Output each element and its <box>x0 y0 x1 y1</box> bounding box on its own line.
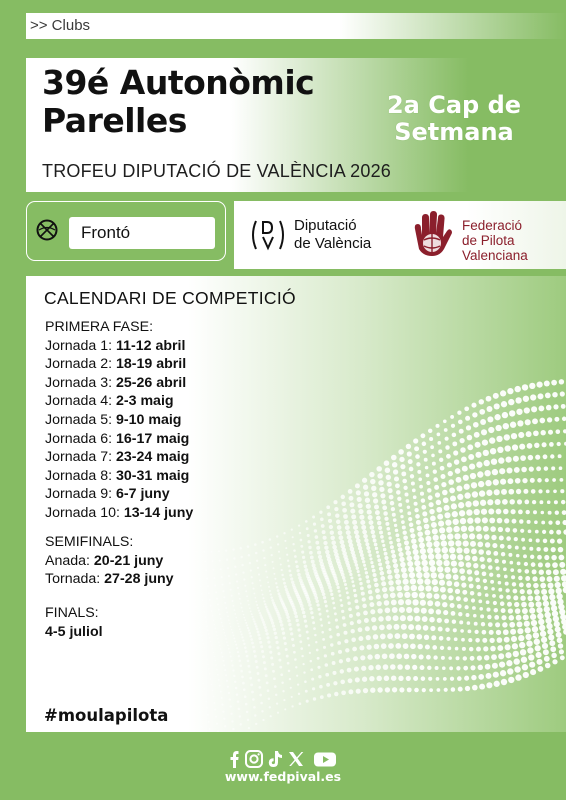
jornada-row-label: Jornada 6: <box>45 430 113 447</box>
jornada-row-date: 23-24 maig <box>116 449 190 466</box>
calendar-panel <box>26 276 566 732</box>
jornada-row-date: 11-12 abril <box>116 337 186 354</box>
jornada-row-date: 16-17 maig <box>116 430 190 447</box>
federacio-line-3: Valenciana <box>462 248 528 263</box>
jornada-row-date: 13-14 juny <box>123 504 194 521</box>
facebook-icon[interactable] <box>231 751 239 768</box>
ball-icon <box>36 219 58 241</box>
youtube-icon[interactable] <box>314 753 336 767</box>
jornada-row <box>45 392 193 411</box>
tiktok-icon[interactable] <box>269 751 282 767</box>
jornada-row-label: Jornada 7: <box>45 449 113 466</box>
jornada-row <box>45 411 193 430</box>
jornada-row-label: Jornada 8: <box>45 467 113 484</box>
diputacio-logo-icon <box>248 215 288 255</box>
page-title <box>42 64 314 140</box>
semifinal-row <box>45 570 174 589</box>
first-phase-heading: PRIMERA FASE: <box>45 319 154 335</box>
venue-box <box>26 201 226 261</box>
semifinal-row-label: Tornada: <box>45 571 101 588</box>
page-subtitle: TROFEU DIPUTACIÓ DE VALÈNCIA 2026 <box>42 161 392 181</box>
x-icon[interactable] <box>289 752 303 766</box>
jornada-row-label: Jornada 5: <box>45 411 113 428</box>
jornada-row-date: 18-19 abril <box>116 356 187 373</box>
diputacio-line-1: Diputació <box>294 217 357 234</box>
jornada-row-date: 2-3 maig <box>116 393 174 410</box>
federacio-line-1: Federació <box>462 218 523 233</box>
jornada-row <box>45 337 193 356</box>
jornada-row-date: 6-7 juny <box>116 486 170 503</box>
breadcrumb[interactable] <box>26 13 566 39</box>
website-link[interactable]: www.fedpival.es <box>224 769 342 784</box>
instagram-icon[interactable] <box>246 751 262 767</box>
jornada-row-date: 9-10 maig <box>116 411 182 428</box>
weekend-badge <box>374 92 534 146</box>
jornada-row <box>45 467 193 486</box>
federacio-name <box>462 218 528 263</box>
sponsor-panel <box>234 201 566 269</box>
calendar-title: CALENDARI DE COMPETICIÓ <box>44 288 296 308</box>
jornada-row <box>45 485 193 504</box>
diputacio-line-2: de València <box>294 235 372 252</box>
header-panel <box>26 58 566 192</box>
venue-field: Frontó <box>69 217 215 249</box>
jornada-row <box>45 374 193 393</box>
jornada-row-label: Jornada 4: <box>45 393 113 410</box>
jornada-row-label: Jornada 3: <box>45 374 113 391</box>
finals-heading: FINALS: <box>45 605 99 621</box>
jornada-row <box>45 430 193 449</box>
jornada-row-label: Jornada 1: <box>45 337 113 354</box>
jornada-row-label: Jornada 10: <box>45 504 120 521</box>
diputacio-name <box>294 217 371 253</box>
hashtag: #moulapilota <box>44 706 169 725</box>
first-phase-list <box>45 318 193 523</box>
jornada-row <box>45 448 193 467</box>
jornada-row <box>45 355 193 374</box>
jornada-row-date: 25-26 abril <box>116 374 187 391</box>
finals-date: 4-5 juliol <box>45 623 103 640</box>
federacio-logo-icon <box>410 209 454 259</box>
jornada-row-date: 30-31 maig <box>116 467 190 484</box>
semifinal-row <box>45 552 174 571</box>
finals-list <box>45 604 103 641</box>
semifinal-row-date: 20-21 juny <box>93 552 164 569</box>
federacio-line-2: de Pilota <box>462 233 515 248</box>
badge-line-1: 2a Cap de <box>386 91 522 119</box>
jornada-row-label: Jornada 2: <box>45 356 113 373</box>
title-line-1: 39é Autonòmic <box>42 63 315 102</box>
semifinal-row-label: Anada: <box>45 552 90 569</box>
breadcrumb-label[interactable]: >> Clubs <box>30 17 91 34</box>
social-icons <box>226 749 340 769</box>
semifinals-list <box>45 533 174 589</box>
title-line-2: Parelles <box>42 101 187 140</box>
jornada-row-label: Jornada 9: <box>45 486 113 503</box>
semifinals-heading: SEMIFINALS: <box>45 534 134 550</box>
semifinal-row-date: 27-28 juny <box>104 571 174 588</box>
jornada-row <box>45 504 193 523</box>
badge-line-2: Setmana <box>394 118 514 146</box>
